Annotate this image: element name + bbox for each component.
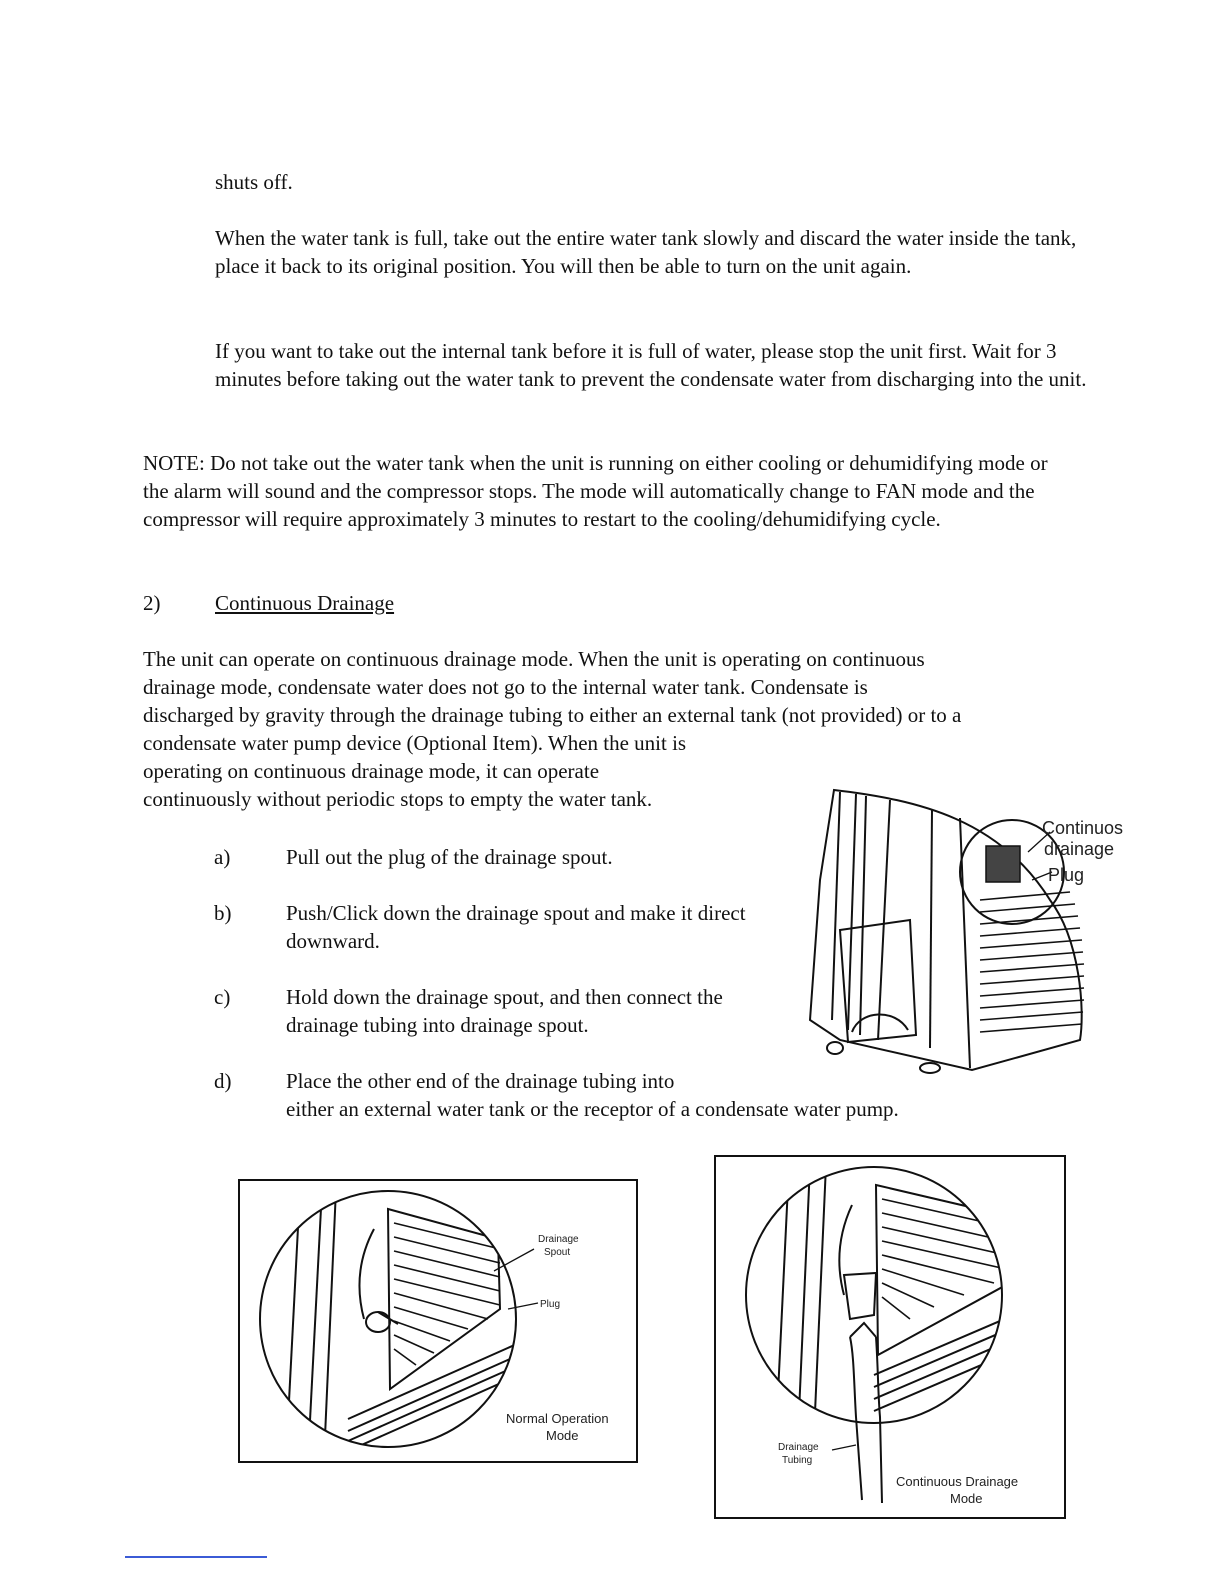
bottom-rule <box>125 1556 267 1558</box>
intro-line: shuts off. <box>215 170 293 194</box>
step-c-letter: c) <box>214 985 231 1009</box>
normal-label-spout-2: Spout <box>544 1247 571 1258</box>
unit-side-figure <box>800 780 1140 1080</box>
intro-line-4: condensate water pump device (Optional Item). When the unit is <box>143 731 687 755</box>
normal-label-spout-1: Drainage <box>538 1234 579 1245</box>
cont-label-tubing-1: Drainage <box>778 1442 819 1453</box>
step-b-text: Push/Click down the drainage spout and make it direct downward. <box>286 901 746 953</box>
figure-continuous-drainage <box>714 1155 1068 1521</box>
normal-caption-2: Mode <box>546 1428 579 1443</box>
cont-caption-1: Continuous Drainage <box>896 1474 1019 1489</box>
unit-label-continuous-1: Continuos <box>1042 818 1124 838</box>
cont-caption-2: Mode <box>950 1491 983 1506</box>
paragraph-full-tank: When the water tank is full, take out the entire water tank slowly and discard the water inside the tank, place it back to its original position. You will then be able to turn on the unit again. <box>215 226 1077 278</box>
unit-label-continuous-2: drainage <box>1044 839 1115 859</box>
intro-line-2: drainage mode, condensate water does not go to the internal water tank. Condensate is <box>143 675 868 699</box>
normal-caption-1: Normal Operation <box>506 1411 609 1426</box>
step-c-text: Hold down the drainage spout, and then connect the drainage tubing into drainage spout. <box>286 985 723 1037</box>
step-b-letter: b) <box>214 901 232 925</box>
section-number: 2) <box>143 591 161 615</box>
step-a-text: Pull out the plug of the drainage spout. <box>286 845 613 869</box>
cont-label-tubing-2: Tubing <box>782 1455 813 1466</box>
step-d-letter: d) <box>214 1069 232 1093</box>
step-a-letter: a) <box>214 845 231 869</box>
normal-label-plug: Plug <box>540 1299 561 1310</box>
step-d-line-1: Place the other end of the drainage tubing into <box>286 1069 675 1093</box>
intro-line-1: The unit can operate on continuous drainage mode. When the unit is operating on continuous <box>143 647 925 671</box>
intro-line-5: operating on continuous drainage mode, it can operate <box>143 759 600 783</box>
step-d-line-2: either an external water tank or the receptor of a condensate water pump. <box>286 1097 899 1121</box>
figure-normal-operation <box>238 1179 640 1465</box>
note-paragraph: NOTE: Do not take out the water tank when the unit is running on either cooling or dehumidifying mode or the alarm will sound and the compressor stops. The mode will automatically change to FAN mode and the compressor will require approximately 3 minutes to restart to the cooling/dehumidifying cycle. <box>143 451 1048 531</box>
paragraph-before-full: If you want to take out the internal tank before it is full of water, please stop the unit first. Wait for 3 minutes before taking out the water tank to prevent the condensate water from discharging into the unit. <box>215 339 1087 391</box>
unit-label-plug: Plug <box>1048 865 1085 885</box>
intro-line-3: discharged by gravity through the drainage tubing to either an external tank (not provided) or to a <box>143 703 962 727</box>
intro-line-6: continuously without periodic stops to empty the water tank. <box>143 787 653 811</box>
section-title: Continuous Drainage <box>215 591 395 615</box>
